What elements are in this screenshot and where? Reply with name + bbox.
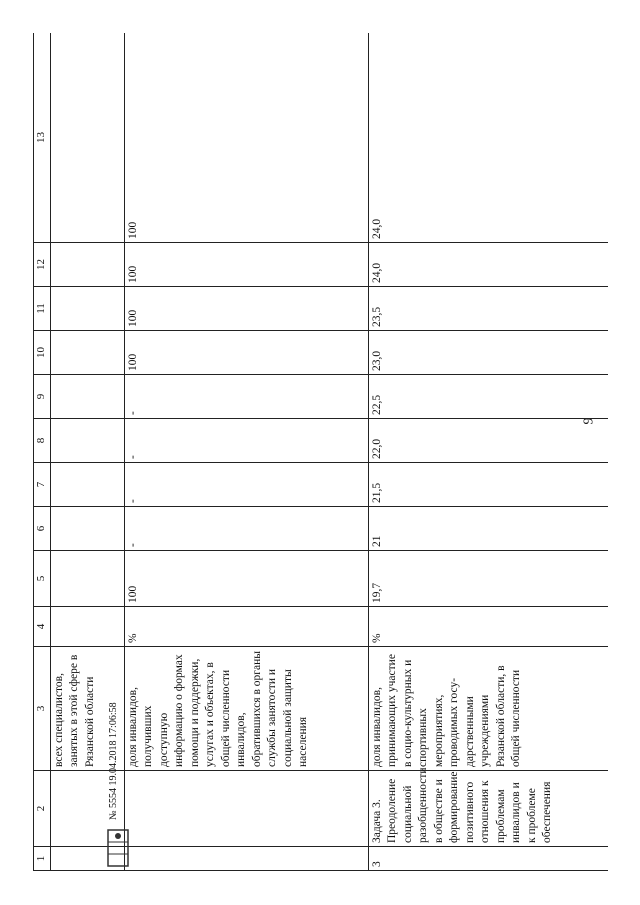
cell-col9: - (124, 375, 368, 419)
cell-col11: 100 (124, 287, 368, 331)
cell-col13 (50, 33, 124, 243)
cell-col10: 100 (124, 331, 368, 375)
cell-col8 (50, 419, 124, 463)
cell-col10 (50, 331, 124, 375)
cell-col4 (50, 607, 124, 647)
cell-col8: 22,0 (368, 419, 608, 463)
cell-col4: % (124, 607, 368, 647)
header-cell: 8 (34, 419, 51, 463)
cell-col7 (50, 463, 124, 507)
cell-col6 (50, 507, 124, 551)
cell-col10: 23,0 (368, 331, 608, 375)
cell-col5 (50, 551, 124, 607)
cell-col12: 24,0 (368, 243, 608, 287)
cell-col6: 21 (368, 507, 608, 551)
header-cell: 9 (34, 375, 51, 419)
cell-col2: Задача 3. Преодоление социальной разобщенности в обществе и формирование позитивного отношения к проблемам инвалидов и к проблеме обеспечения (368, 771, 608, 847)
cell-col3: доля инвалидов, получивших доступную информацию о формах помощи и поддержки, услугах и объектах, в общей численности инвалидов, обратившихся в органы службы занятости и социальной защиты населения (124, 647, 368, 771)
header-cell: 5 (34, 551, 51, 607)
header-cell: 7 (34, 463, 51, 507)
cell-col9: 22,5 (368, 375, 608, 419)
header-cell: 3 (34, 647, 51, 771)
document-table-area (33, 33, 608, 871)
cell-col11: 23,5 (368, 287, 608, 331)
cell-col13: 24,0 (368, 33, 608, 243)
cell-col5: 100 (124, 551, 368, 607)
cell-col3: доля инвалидов, принимающих участие в социо-культурных и спортивных мероприятиях, проводимых госу-дарственными учреждениями Рязанской области, в общей численности (368, 647, 608, 771)
table-row (124, 33, 368, 871)
header-cell: 1 (34, 847, 51, 871)
header-cell: 10 (34, 331, 51, 375)
registry-stamp-icon (106, 828, 130, 868)
cell-col1: 3 (368, 847, 608, 871)
cell-col7: - (124, 463, 368, 507)
header-row (34, 33, 51, 871)
cell-col2 (124, 771, 368, 847)
header-cell: 6 (34, 507, 51, 551)
cell-col3: всех специалистов, занятых в этой сфере в Рязанской области (50, 647, 124, 771)
indicators-table (33, 33, 608, 871)
cell-col6: - (124, 507, 368, 551)
cell-col7: 21,5 (368, 463, 608, 507)
cell-col13: 100 (124, 33, 368, 243)
cell-col12: 100 (124, 243, 368, 287)
header-cell: 11 (34, 287, 51, 331)
rotated-table-container (33, 33, 608, 871)
header-cell: 4 (34, 607, 51, 647)
cell-col4: % (368, 607, 608, 647)
cell-col5: 19,7 (368, 551, 608, 607)
cell-col12 (50, 243, 124, 287)
header-cell: 13 (34, 33, 51, 243)
cell-col9 (50, 375, 124, 419)
header-cell: 2 (34, 771, 51, 847)
registration-stamp: № 5554 19.04.2018 17:06:58 (108, 702, 119, 820)
page-number: 9 (581, 417, 597, 425)
table-row (368, 33, 608, 871)
header-cell: 12 (34, 243, 51, 287)
cell-col11 (50, 287, 124, 331)
cell-col8: - (124, 419, 368, 463)
cell-col1 (124, 847, 368, 871)
